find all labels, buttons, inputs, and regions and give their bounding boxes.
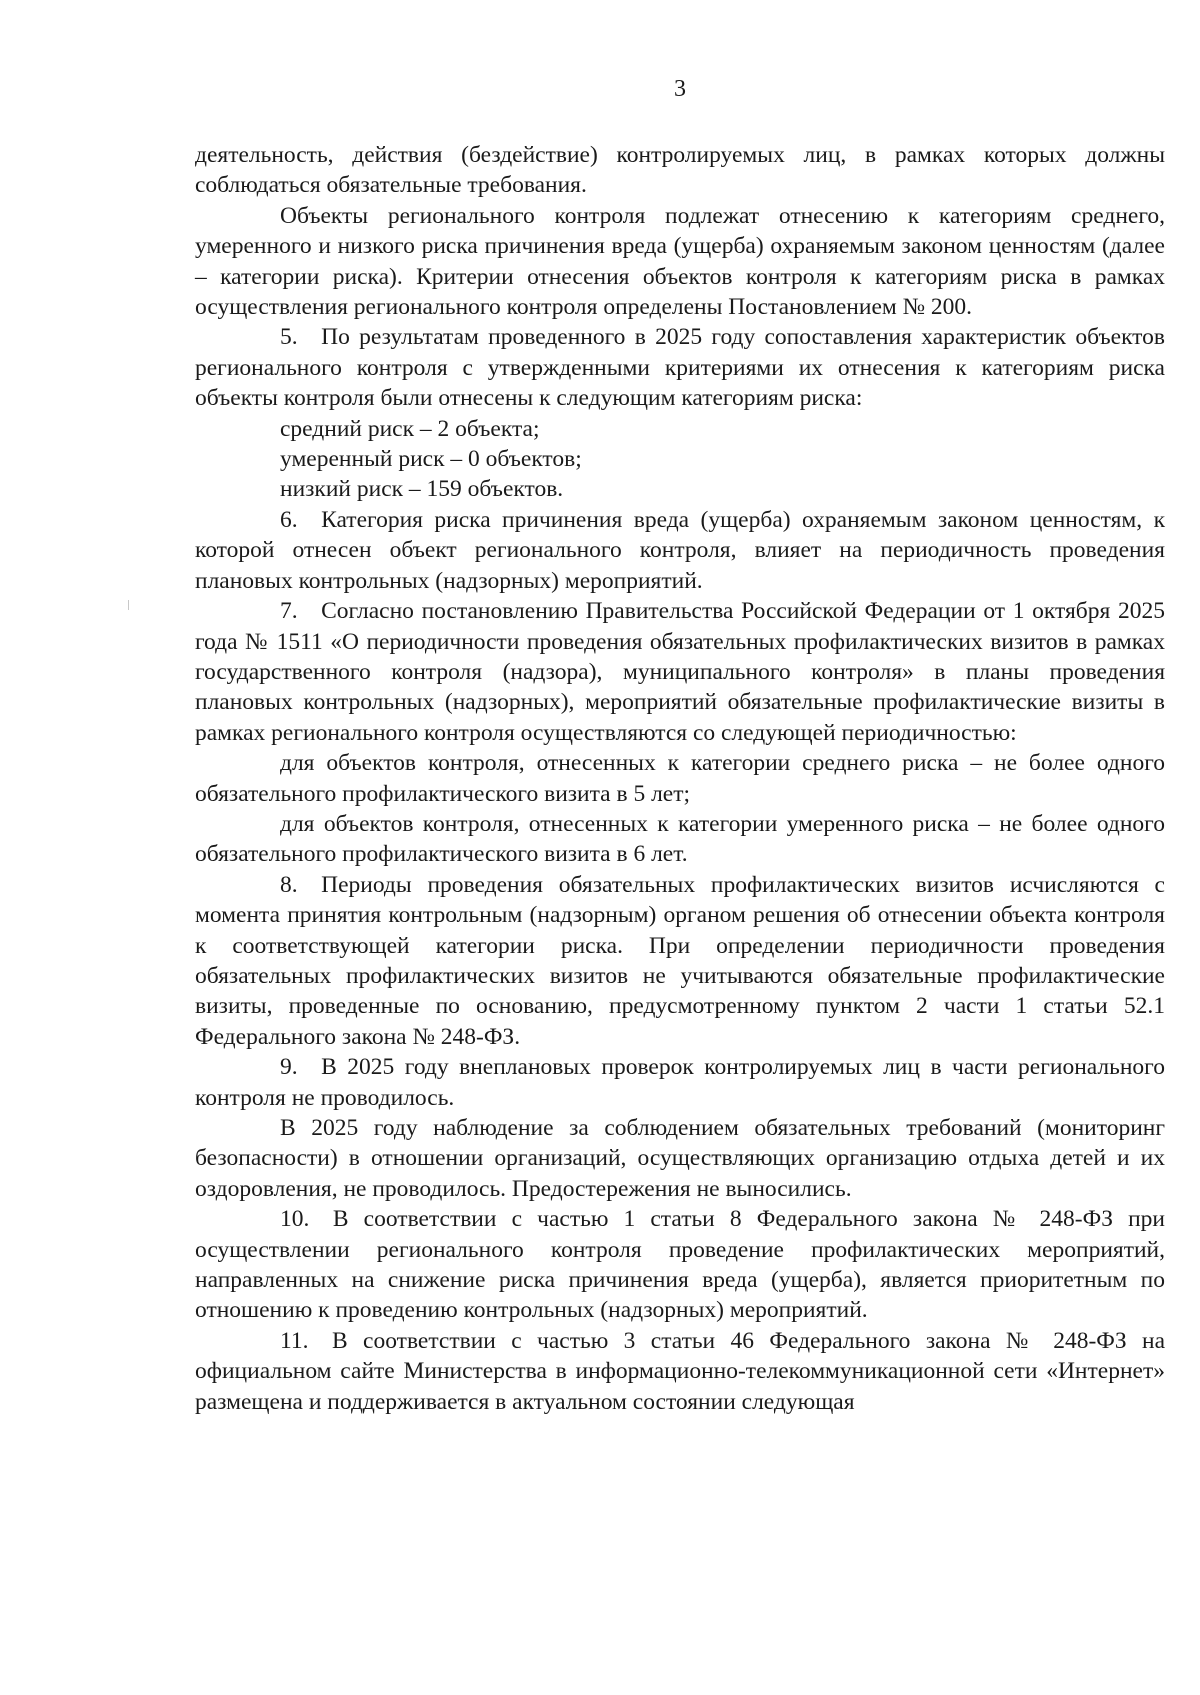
paragraph-medium-risk-period: для объектов контроля, отнесенных к категории среднего риска – не более одного обязательного профилактического визита в 5 лет; [195,750,1165,807]
document-body [195,140,1165,1417]
paragraph-risk-objects: Объекты регионального контроля подлежат отнесению к категориям среднего, умеренного и низкого риска причинения вреда (ущерба) охраняемым законом ценностям (далее – категории риска). Критерии отнесения объектов контроля к категориям риска в рамках осуществления регионального контроля определены Постановлением № 200. [195,202,1165,321]
page-number: 3 [674,76,686,102]
paragraph-item-6: 6. Категория риска причинения вреда (ущерба) охраняемым законом ценностям, к которой отнесен объект регионального контроля, влияет на периодичность проведения плановых контрольных (надзорных) мероприятий. [195,506,1165,594]
scan-margin-mark [128,600,129,610]
paragraph-item-10: 10. В соответствии с частью 1 статьи 8 Федерального закона № 248-ФЗ при осуществлении регионального контроля проведение профилактических мероприятий, направленных на снижение риска причинения вреда (ущерба), является приоритетным по отношению к проведению контрольных (надзорных) мероприятий. [195,1206,1165,1324]
list-item-low-risk: низкий риск – 159 объектов. [280,476,564,503]
paragraph-item-7: 7. Согласно постановлению Правительства Российской Федерации от 1 октября 2025 года № 1511 «О периодичности проведения обязательных профилактических визитов в рамках государственного контроля (надзора), муниципального контроля» в планы проведения плановых контрольных (надзорных), мероприятий обязательные профилактические визиты в рамках регионального контроля осуществляются со следующей периодичностью: [195,598,1165,746]
paragraph-moderate-risk-period: для объектов контроля, отнесенных к категории умеренного риска – не более одного обязательного профилактического визита в 6 лет. [195,810,1165,868]
paragraph-item-5: 5. По результатам проведенного в 2025 году сопоставления характеристик объектов регионального контроля с утвержденными критериями их отнесения к категориям риска объекты контроля были отнесены к следующим категориям риска: [195,324,1165,412]
paragraph-monitoring: В 2025 году наблюдение за соблюдением обязательных требований (мониторинг безопасности) в отношении организаций, осуществляющих организацию отдыха детей и их оздоровления, не проводилось. Предостережения не выносились. [195,1115,1165,1202]
paragraph-continuation: деятельность, действия (бездействие) контролируемых лиц, в рамках которых должны соблюдаться обязательные требования. [195,142,1165,199]
paragraph-item-11: 11. В соответствии с частью 3 статьи 46 Федерального закона № 248-ФЗ на официальном сайте Министерства в информационно-телекоммуникационной сети «Интернет» размещена и поддерживается в актуальном состоянии следующая [195,1327,1165,1415]
paragraph-item-8: 8. Периоды проведения обязательных профилактических визитов исчисляются с момента принятия контрольным (надзорным) органом решения об отнесении объекта контроля к соответствующей категории риска. При определении периодичности проведения обязательных профилактических визитов не учитываются обязательные профилактические визиты, проведенные по основанию, предусмотренному пунктом 2 части 1 статьи 52.1 Федерального закона № 248-ФЗ. [195,871,1165,1050]
paragraph-item-9: 9. В 2025 году внеплановых проверок контролируемых лиц в части регионального контроля не проводилось. [195,1054,1165,1111]
list-item-medium-risk: средний риск – 2 объекта; [280,415,540,442]
list-item-moderate-risk: умеренный риск – 0 объектов; [280,446,582,473]
